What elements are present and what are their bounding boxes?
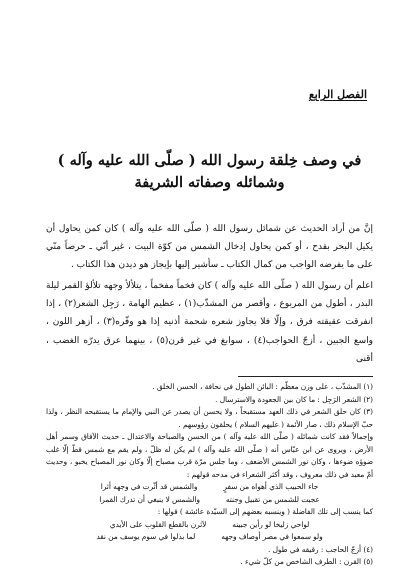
footnote-2: (٢) الشعر الرَجِل : ما كان بين الجعودة والاسترسال . bbox=[215, 394, 373, 404]
verse-hemistich: لما بذلوا في سوم يوسف من نقد bbox=[96, 532, 196, 541]
chapter-title bbox=[0, 150, 419, 194]
body-paragraph-2: اعلم أن رسول الله ( صلّى الله عليه وآله ) كان فخماً مفخماً ، يتلألأ وجهه تلألؤ القمر ليلة البدر ، أطول من المربوع ، وأقصر من المشذّب(١) ، عظيم الهامة ، رَجِل الشعر(٢) ، إذا انفرقت عقيقته فرق ، وإلّا فلا يجاوز شعره شحمة أذنيه إذا هو وفّره(٣) ، أزهر اللون ، واسع الجبين ، أزجّ الحواجب(٤) ، سوابغ في غير قرن(٥) ، بينهما عرق يدرّه الغضب ، أقنى bbox=[46, 281, 373, 364]
verse-hemistich: والشمس قد أثّرت في وجهه أثرا bbox=[100, 482, 198, 491]
verse-hemistich: لآثرن بالقطع القلوب على الأيدي bbox=[109, 519, 207, 529]
title-line-1: في وصف خِلقة رسول الله ( صلّى الله عليه وآله ) bbox=[57, 152, 362, 169]
verse-hemistich: عجبت للشمس من تقبيل وجنته bbox=[225, 494, 320, 504]
verse-line bbox=[46, 519, 373, 532]
title-line-2: وشمائله وصفاته الشريفة bbox=[134, 174, 285, 191]
verse-hemistich: والشمس لا ينبغي أن تدرك القمرا bbox=[99, 494, 200, 504]
footnote-4: (٤) أزجّ الحاجب : رقيقه في طول . bbox=[267, 544, 373, 554]
footnote-5: (٥) القرن : الطرف الشاخص من كلّ شيء . bbox=[240, 557, 373, 566]
footnote-3: (٣) كان حلق الشعر في ذلك العهد مستقبحاً ، ولا يحسن أن يصدر عن النبي والإمام ما يستقبحه النظر ، ولذا حبّ الإسلام ذلك ، صار الأئمة ( عليهم السلام ) يحلقون رؤوسهم . bbox=[46, 407, 373, 429]
verse-hemistich: ولو سمعوا في مصر أوصاف وجهه bbox=[221, 532, 323, 541]
footnote-3-continued: وإجمالاً فقد كانت شمائله ( صلّى الله عليه وآله ) من الحسن والصباحة والاعتدال ـ حديث الآفاق وسمر أهل الأرض ، ويروى عن ابن عبّاس أنه ( صلّى الله عليه وآله ) لم يكن له ظلّ ، ولم يقم مع شمس قطّ إلّا غلب ضوؤه ضوءها ، وكان نور الشمس الأضعف ، وما جلس مرّة قرب مصباح إلّا وكان نور المصباح يخبو ، وحديث أمّ معبد في ذلك معروف ، وقد أكثر الشعراء في مدحه قولهم : bbox=[46, 432, 373, 479]
footnote-divider bbox=[238, 376, 373, 377]
verse-line bbox=[46, 494, 373, 507]
verse-hemistich: جاء الحبيب الذي أهواه من سفرٍ bbox=[223, 482, 319, 491]
footnote-1: (١) المشذّب ، على وزن معظّم : البائن الطول في نحافة ، الحسن الخلق . bbox=[152, 382, 373, 391]
footnote-3-verse-intro: كما ينسب إلى تلك الفاضلة ( وينسبه بعضهم إلى السيّدة عائشة ) قولها : bbox=[157, 507, 373, 516]
chapter-label: الفصل الرابع bbox=[308, 88, 367, 101]
body-paragraph-1: إنَّ من أراد الحديث عن شمائل رسول الله ( صلّى الله عليه وآله ) كان كمن يحاول أن يكيل البحر بقدح ، أو كمن يحاول إدخال الشمس من كوّة البيت ، غير أنّي ـ حرصاً منّي على ما يفرضه الواجب من كمال الكتاب ـ سأشير إليها بإيجاز هو ديدن هذا الكتاب . bbox=[46, 224, 373, 271]
footnotes bbox=[46, 381, 373, 569]
verse-line bbox=[46, 531, 373, 544]
verse-line bbox=[46, 481, 373, 494]
verse-hemistich: لواحي زليخا لو رأين جبينه bbox=[232, 519, 310, 529]
